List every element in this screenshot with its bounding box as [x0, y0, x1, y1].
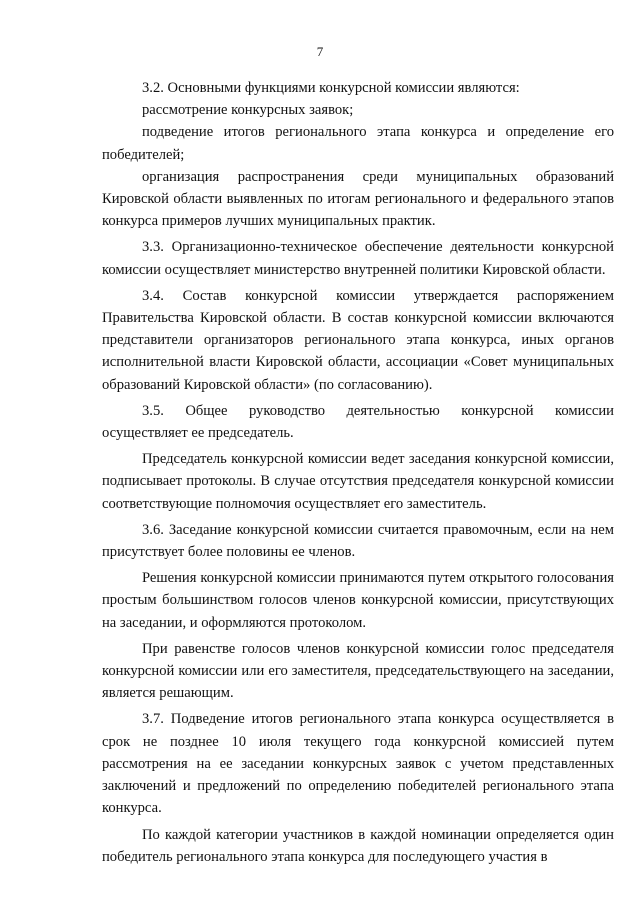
paragraph-decisions: Решения конкурсной комиссии принимаются путем открытого голосования простым большинством голосов членов конкурсной комиссии, присутствующих на заседании, и оформляются протоколом. — [102, 570, 614, 631]
paragraph-3-5: 3.5. Общее руководство деятельностью конкурсной комиссии осуществляет ее председатель. — [102, 402, 614, 442]
paragraph-3-7: 3.7. Подведение итогов регионального этапа конкурса осуществляется в срок не позднее 10 июля текущего года конкурсной комиссией путем рассмотрения на ее заседании конкурсных заявок с учетом представленных заключений и предложений по определению победителей регионального этапа конкурса. — [102, 711, 614, 817]
paragraph-item-distribution: организация распространения среди муниципальных образований Кировской области выявленных по итогам регионального и федерального этапов конкурса примеров лучших муниципальных практик. — [102, 168, 614, 230]
paragraph-3-4: 3.4. Состав конкурсной комиссии утверждается распоряжением Правительства Кировской области. В состав конкурсной комиссии включаются представители организаторов регионального этапа конкурса, иных органов исполнительной власти Кировской области, ассоциации «Совет муниципальных образований Кировской области» (по согласованию). — [102, 287, 614, 393]
paragraph-chairman: Председатель конкурсной комиссии ведет заседания конкурсной комиссии, подписывает протоколы. В случае отсутствия председателя конкурсной комиссии соответствующие полномочия осуществляет его заместитель. — [102, 451, 614, 512]
paragraph-3-2: 3.2. Основными функциями конкурсной комиссии являются: — [142, 80, 520, 96]
page-number: 7 — [316, 44, 324, 59]
paragraph-winners: По каждой категории участников в каждой номинации определяется один победитель регионального этапа конкурса для последующего участия в — [102, 826, 614, 865]
document-body — [102, 77, 614, 868]
paragraph-item-results: подведение итогов регионального этапа конкурса и определение его победителей; — [102, 124, 614, 163]
paragraph-3-6: 3.6. Заседание конкурсной комиссии считается правомочным, если на нем присутствует более половины ее членов. — [102, 521, 614, 561]
paragraph-equal-votes: При равенстве голосов членов конкурсной комиссии голос председателя конкурсной комиссии или его заместителя, председательствующего на заседании, является решающим. — [102, 640, 614, 702]
paragraph-3-3: 3.3. Организационно-техническое обеспечение деятельности конкурсной комиссии осуществляет министерство внутренней политики Кировской области. — [102, 239, 614, 278]
paragraph-item-review: рассмотрение конкурсных заявок; — [142, 102, 354, 119]
